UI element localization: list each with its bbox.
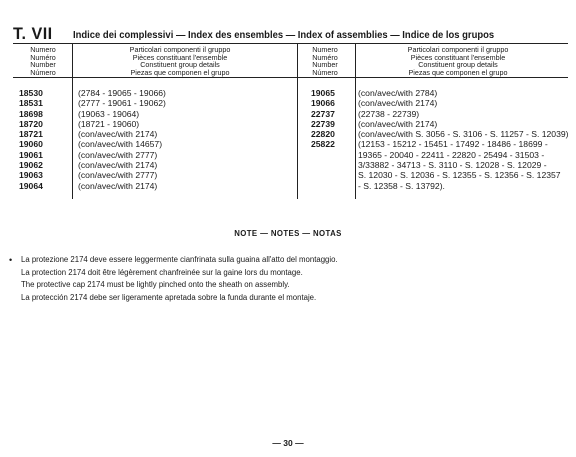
col-header-line: Pièces constituant l'ensemble <box>410 52 506 62</box>
table-row-continuation <box>311 150 571 160</box>
assembly-number: 18530 <box>19 88 43 98</box>
table-row <box>311 129 571 139</box>
right-table <box>311 88 571 191</box>
assembly-parts: (con/avec/with 2777) <box>78 170 158 181</box>
col-header-line: Piezas que componen el grupo <box>130 67 230 77</box>
assembly-parts: (12153 - 15212 - 15451 - 17492 - 18486 - 18699 - <box>358 139 548 150</box>
left-table <box>19 88 289 191</box>
assembly-number: 19063 <box>19 170 43 181</box>
table-row <box>311 119 571 129</box>
top-rule <box>13 43 568 44</box>
assembly-number: 25822 <box>311 139 335 150</box>
assembly-number: 18531 <box>19 98 43 109</box>
assembly-parts: (con/avec/with S. 3056 - S. 3106 - S. 11257 - S. 12039) <box>358 129 569 140</box>
table-tag: T. VII <box>13 24 53 43</box>
assembly-number: 18720 <box>19 118 43 129</box>
assembly-parts: (con/avec/with 2174) <box>78 160 158 171</box>
col-header-line: Pièces constituant l'ensemble <box>132 52 228 62</box>
assembly-parts: (con/avec/with 2174) <box>78 180 158 191</box>
table-row <box>19 119 289 129</box>
assembly-parts: - S. 12358 - S. 13792). <box>358 180 445 191</box>
col-header-line: Particolari componenti il gruppo <box>129 45 231 54</box>
col-header-line: Constituent group details <box>140 60 220 70</box>
table-row-continuation <box>311 181 571 191</box>
page-number: — 30 — <box>272 438 304 448</box>
assembly-number: 19062 <box>19 160 43 171</box>
assembly-parts: (22738 - 22739) <box>358 108 420 119</box>
assembly-number: 18698 <box>19 108 43 119</box>
col-header-line: Numero <box>30 45 56 54</box>
assembly-number: 22739 <box>311 118 335 129</box>
assembly-parts: (18721 - 19060) <box>78 118 140 129</box>
header-rule <box>13 77 568 78</box>
note-line-en: The protective cap 2174 must be lightly pinched onto the sheath on assembly. <box>21 280 290 290</box>
column-divider <box>297 44 298 199</box>
assembly-parts: (con/avec/with 14657) <box>78 139 163 150</box>
assembly-parts: (2777 - 19061 - 19062) <box>78 98 166 109</box>
assembly-number: 22820 <box>311 129 335 140</box>
col-header-line: Numéro <box>30 52 56 62</box>
col-header-number-right <box>300 46 350 76</box>
table-row <box>19 109 289 119</box>
table-row-continuation <box>311 160 571 170</box>
table-row-continuation <box>311 170 571 180</box>
col-header-line: Piezas que componen el grupo <box>408 67 508 77</box>
table-row <box>19 160 289 170</box>
note-line-it: La protezione 2174 deve essere leggermente cianfrinata sulla guaina all'atto del montaggio. <box>21 255 338 264</box>
assembly-number: 19064 <box>19 180 43 191</box>
table-row <box>19 88 289 98</box>
assembly-number: 19061 <box>19 149 43 160</box>
assembly-parts: (2784 - 19065 - 19066) <box>78 88 166 98</box>
note-line-fr: La protection 2174 doit être légèrement chanfreinée sur la gaine lors du montage. <box>21 267 303 277</box>
table-row <box>19 150 289 160</box>
table-row <box>19 129 289 139</box>
table-row <box>311 98 571 108</box>
assembly-parts: (con/avec/with 2174) <box>358 118 438 129</box>
assembly-parts: (con/avec/with 2777) <box>78 149 158 160</box>
assembly-parts: 3/33882 - 34713 - S. 3110 - S. 12028 - S. 12029 - <box>358 160 547 171</box>
col-header-line: Particolari componenti il gruppo <box>407 45 509 54</box>
assembly-parts: (con/avec/with 2174) <box>358 98 438 109</box>
col-header-line: Number <box>312 60 338 70</box>
note-line-es: La protección 2174 debe ser ligeramente apretada sobre la funda durante el montaje. <box>21 293 317 303</box>
assembly-number: 18721 <box>19 129 43 140</box>
col-header-line: Número <box>30 67 56 77</box>
col-header-line: Numéro <box>312 52 338 62</box>
table-row <box>311 109 571 119</box>
assembly-parts: (con/avec/with 2784) <box>358 88 438 98</box>
assembly-parts: (con/avec/with 2174) <box>78 129 158 140</box>
assembly-number: 19060 <box>19 139 43 150</box>
assembly-number: 22737 <box>311 108 335 119</box>
table-row <box>311 88 571 98</box>
notes-title: NOTE — NOTES — NOTAS <box>234 229 342 238</box>
col-header-line: Número <box>312 67 338 77</box>
table-row <box>311 139 571 149</box>
assembly-parts: S. 12030 - S. 12036 - S. 12355 - S. 12356 - S. 12357 <box>358 170 561 181</box>
table-row <box>19 98 289 108</box>
page-title: Indice dei complessivi — Index des ensembles — Index of assemblies — Indice de los grupos <box>73 29 495 41</box>
table-row <box>19 139 289 149</box>
table-row <box>19 181 289 191</box>
col-header-parts-right <box>350 46 566 76</box>
assembly-number: 19065 <box>311 88 335 98</box>
table-row <box>19 170 289 180</box>
assembly-parts: (19063 - 19064) <box>78 108 140 119</box>
col-header-line: Number <box>30 60 56 70</box>
notes-block <box>21 254 338 305</box>
bullet-icon: • <box>9 255 13 265</box>
assembly-parts: 19365 - 20040 - 22411 - 22820 - 25494 - 31503 - <box>358 149 545 160</box>
col-header-parts-left <box>75 46 285 76</box>
assembly-number: 19066 <box>311 98 335 109</box>
col-header-number-left <box>18 46 68 76</box>
col-header-line: Numero <box>312 45 338 54</box>
col-header-line: Constituent group details <box>418 60 498 70</box>
